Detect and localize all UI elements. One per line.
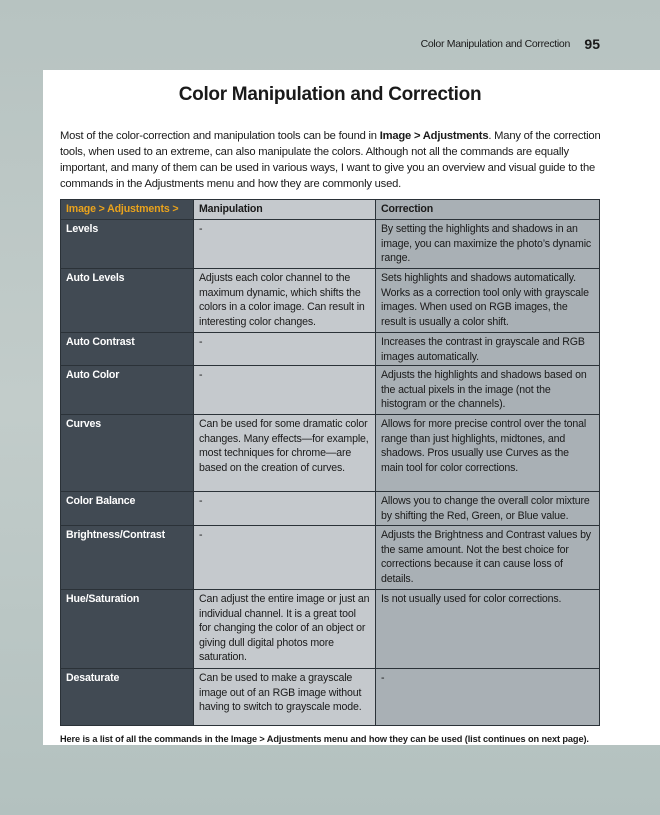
cell-correction: - [376,669,600,726]
cell-manipulation: Adjusts each color channel to the maximum dynamic, which shifts the colors in a color image. Can result in interesting color changes. [194,269,376,333]
header-manipulation: Manipulation [194,200,376,220]
cell-manipulation: Can be used to make a grayscale image out of an RGB image without having to switch to grayscale mode. [194,669,376,726]
header-correction: Correction [376,200,600,220]
table-caption: Here is a list of all the commands in the Image > Adjustments menu and how they can be used (list continues on next page). [60,734,589,744]
adjustments-table [60,199,600,726]
cell-correction: Adjusts the Brightness and Contrast values by the same amount. Not the best choice for corrections because it can cause loss of details. [376,526,600,590]
cell-command: Levels [61,220,194,269]
cell-correction: Is not usually used for color corrections. [376,590,600,669]
cell-command: Color Balance [61,492,194,526]
cell-manipulation: Can be used for some dramatic color changes. Many effects—for example, most techniques for chrome—are based on the creation of curves. [194,415,376,492]
cell-correction: Allows for more precise control over the tonal range than just highlights, midtones, and shadows. Pros usually use Curves as the main tool for color corrections. [376,415,600,492]
table-row [61,526,600,590]
table-row [61,492,600,526]
table-row [61,333,600,366]
table-header-row [61,200,600,220]
table-row [61,669,600,726]
cell-manipulation: - [194,526,376,590]
cell-correction: Sets highlights and shadows automatically. Works as a correction tool only with grayscale images. When used on RGB images, the result is usually a color shift. [376,269,600,333]
cell-manipulation: - [194,220,376,269]
cell-command: Brightness/Contrast [61,526,194,590]
table-row [61,366,600,415]
cell-command: Desaturate [61,669,194,726]
intro-paragraph [60,128,602,192]
header-command: Image > Adjustments > [61,200,194,220]
table-row [61,590,600,669]
page-number: 95 [584,36,600,52]
table-row [61,220,600,269]
cell-correction: Increases the contrast in grayscale and RGB images automatically. [376,333,600,366]
table-row [61,269,600,333]
cell-command: Auto Color [61,366,194,415]
table-row [61,415,600,492]
cell-command: Hue/Saturation [61,590,194,669]
cell-manipulation: Can adjust the entire image or just an individual channel. It is a great tool for changing the color of an object or giving dull digital photos more saturation. [194,590,376,669]
intro-text: . Many of the correction tools, when used to an extreme, can also manipulate the colors. Although not all the commands are equally important, and many of them can be used in various ways, I want to give you an overview and visual guide to the commands in the Adjustments menu and how they are commonly used. [60,130,601,190]
cell-manipulation: - [194,492,376,526]
cell-correction: Allows you to change the overall color mixture by shifting the Red, Green, or Blue value. [376,492,600,526]
cell-manipulation: - [194,333,376,366]
cell-command: Auto Contrast [61,333,194,366]
cell-correction: Adjusts the highlights and shadows based on the actual pixels in the image (not the histogram or the channels). [376,366,600,415]
running-header: Color Manipulation and Correction [420,38,570,50]
page-title: Color Manipulation and Correction [178,84,482,105]
cell-manipulation: - [194,366,376,415]
cell-command: Auto Levels [61,269,194,333]
intro-text: Most of the color-correction and manipulation tools can be found in [60,130,380,142]
cell-command: Curves [61,415,194,492]
cell-correction: By setting the highlights and shadows in an image, you can maximize the photo’s dynamic range. [376,220,600,269]
intro-menu-path: Image > Adjustments [379,130,489,142]
